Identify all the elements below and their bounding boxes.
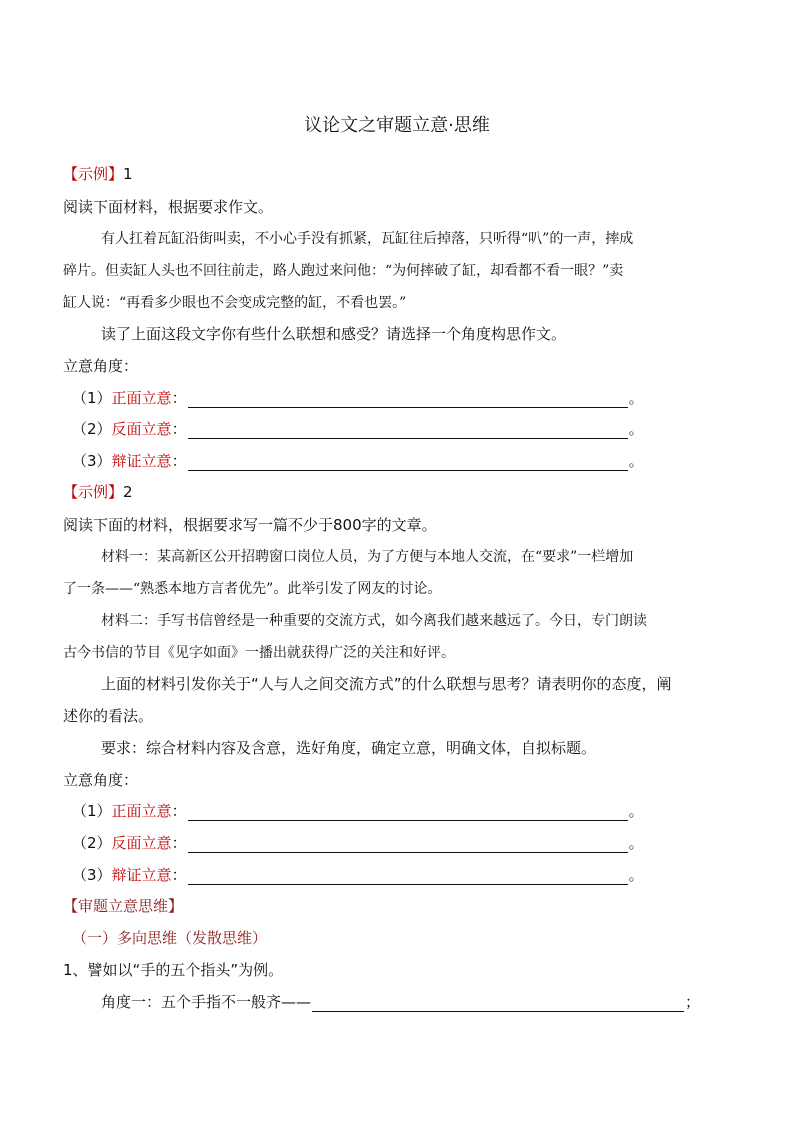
angle-number: （1）: [72, 389, 112, 407]
story-line: 碎片。但卖缸人头也不回往前走，路人跑过来问他：“为何摔破了缸，却看都不看一眼？”卖: [63, 263, 624, 279]
material-line: 材料一：某高新区公开招聘窗口岗位人员，为了方便与本地人交流，在“要求”一栏增加: [101, 549, 634, 565]
angle-label: 反面立意: [111, 420, 172, 438]
material-line: 古今书信的节目《见字如面》一播出就获得广泛的关注和好评。: [63, 645, 455, 661]
example1-heading: [63, 164, 133, 184]
angle-label: 反面立意: [111, 834, 172, 852]
example1-instruction: 阅读下面材料，根据要求作文。: [63, 198, 274, 216]
example2-instruction: 阅读下面的材料，根据要求写一篇不少于800字的文章。: [63, 516, 437, 534]
example2-heading: [63, 482, 133, 502]
angle-number: （2）: [72, 834, 112, 852]
example-tag: 【示例】: [63, 165, 124, 183]
example-number: 2: [123, 483, 133, 501]
angle-row-negative: [72, 833, 644, 853]
angle-colon: ：: [171, 452, 187, 470]
angle-label: 正面立意: [111, 802, 172, 820]
angle-heading: 立意角度：: [63, 771, 139, 789]
angle-label: 正面立意: [111, 389, 172, 407]
angle-end: ；: [685, 993, 701, 1011]
angle-label: 辩证立意: [111, 866, 172, 884]
angle-end: 。: [628, 389, 644, 407]
thinking-item: 1、譬如以“手的五个指头”为例。: [63, 961, 284, 979]
angle-row-dialectic: [72, 865, 644, 885]
material-line: 了一条——“熟悉本地方言者优先”。此举引发了网友的讨论。: [63, 581, 442, 597]
answer-blank[interactable]: [188, 456, 628, 471]
angle-end: 。: [628, 802, 644, 820]
answer-blank[interactable]: [188, 838, 628, 853]
story-line: 有人扛着瓦缸沿街叫卖，不小心手没有抓紧，瓦缸往后掉落，只听得“叭”的一声，摔成: [101, 231, 634, 247]
thinking-subheading: （一）多向思维（发散思维）: [72, 929, 268, 947]
answer-blank[interactable]: [312, 997, 684, 1012]
angle-heading: 立意角度：: [63, 357, 139, 375]
angle-end: 。: [628, 866, 644, 884]
example-number: 1: [123, 165, 133, 183]
angle-text: 角度一：五个手指不一般齐——: [101, 993, 312, 1011]
thinking-angle-row: [101, 992, 700, 1012]
angle-number: （3）: [72, 866, 112, 884]
angle-end: 。: [628, 834, 644, 852]
angle-number: （3）: [72, 452, 112, 470]
answer-blank[interactable]: [188, 424, 628, 439]
answer-blank[interactable]: [188, 806, 628, 821]
angle-number: （2）: [72, 420, 112, 438]
angle-row-positive: [72, 388, 644, 408]
angle-colon: ：: [171, 389, 187, 407]
example1-question: 读了上面这段文字你有些什么联想和感受？请选择一个角度构思作文。: [101, 325, 567, 343]
angle-colon: ：: [171, 866, 187, 884]
example2-question: 上面的材料引发你关于“人与人之间交流方式”的什么联想与思考？请表明你的态度，阐: [101, 675, 672, 693]
example2-requirement: 要求：综合材料内容及含意，选好角度，确定立意，明确文体，自拟标题。: [101, 739, 597, 757]
angle-end: 。: [628, 452, 644, 470]
angle-colon: ：: [171, 420, 187, 438]
angle-row-dialectic: [72, 451, 644, 471]
angle-colon: ：: [171, 834, 187, 852]
example-tag: 【示例】: [63, 483, 124, 501]
angle-colon: ：: [171, 802, 187, 820]
angle-number: （1）: [72, 802, 112, 820]
answer-blank[interactable]: [188, 870, 628, 885]
angle-label: 辩证立意: [111, 452, 172, 470]
angle-row-positive: [72, 801, 644, 821]
story-line: 缸人说：“再看多少眼也不会变成完整的缸，不看也罢。”: [63, 295, 407, 311]
example2-question: 述你的看法。: [63, 707, 154, 725]
answer-blank[interactable]: [188, 393, 628, 408]
page-title: 议论文之审题立意·思维: [304, 115, 490, 136]
angle-row-negative: [72, 419, 644, 439]
material-line: 材料二：手写书信曾经是一种重要的交流方式，如今离我们越来越远了。今日，专门朗读: [101, 613, 647, 629]
thinking-heading: 【审题立意思维】: [63, 897, 184, 915]
angle-end: 。: [628, 420, 644, 438]
